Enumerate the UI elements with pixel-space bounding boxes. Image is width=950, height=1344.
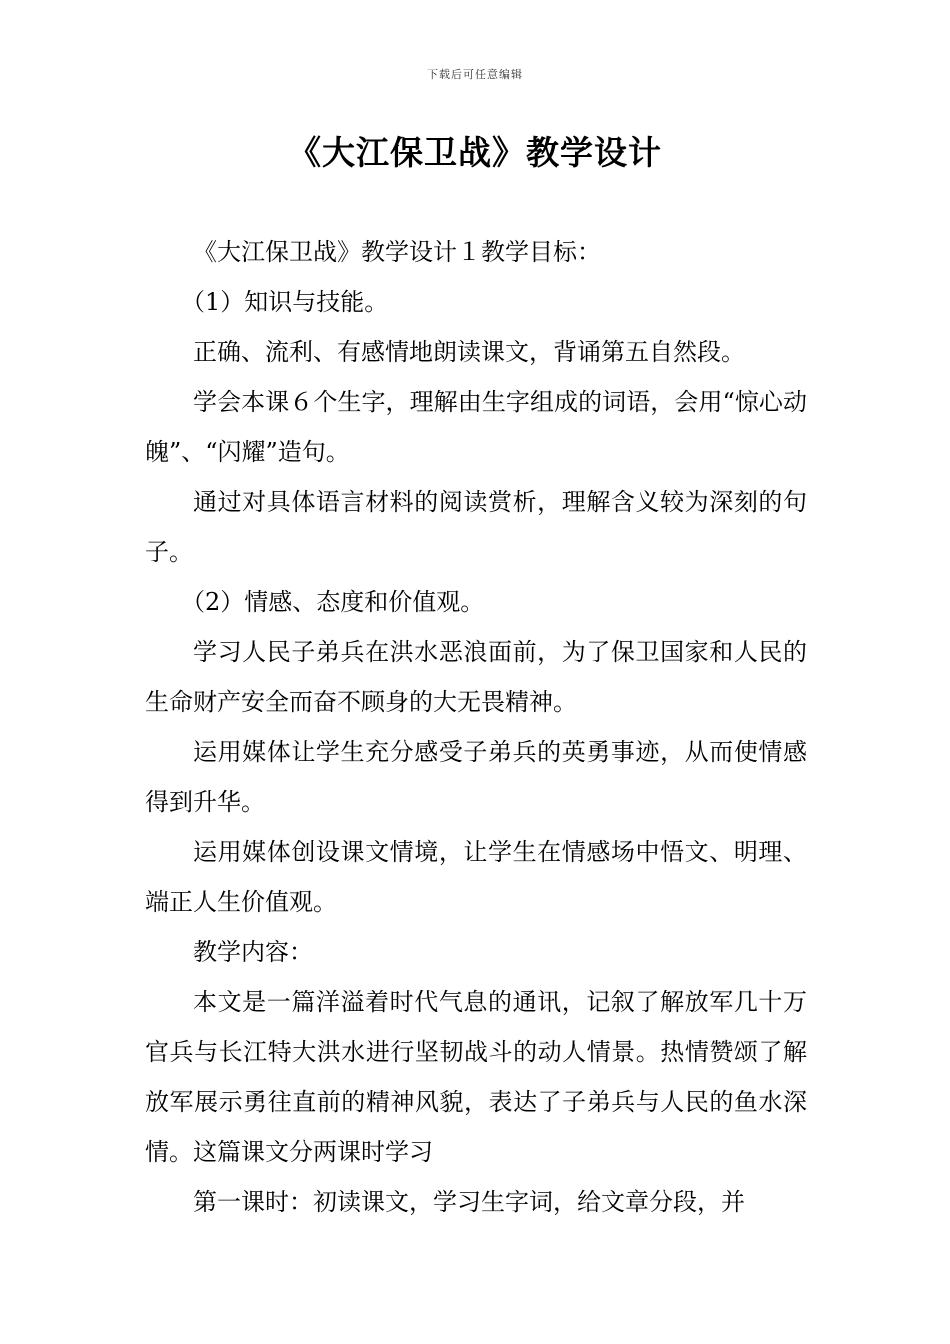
paragraph: 运用媒体让学生充分感受子弟兵的英勇事迹，从而使情感得到升华。 [145,738,807,816]
paragraph-objectives-heading: 《大江保卫战》教学设计１教学目标： [193,238,601,266]
header-note: 下载后可任意编辑 [427,68,523,81]
paragraph: 学习人民子弟兵在洪水恶浪面前，为了保卫国家和人民的生命财产安全而奋不顾身的大无畏精神。 [145,638,807,716]
paragraph: 第一课时：初读课文，学习生字词，给文章分段，并 [193,1188,745,1216]
document-title: 《大江保卫战》教学设计 [288,133,662,172]
paragraph-values-heading: （2）情感、态度和价值观。 [181,588,485,616]
document-body [145,227,807,1227]
paragraph: 本文是一篇洋溢着时代气息的通讯，记叙了解放军几十万官兵与长江特大洪水进行坚韧战斗的动人情景。热情赞颂了解放军展示勇往直前的精神风貌，表达了子弟兵与人民的鱼水深情。这篇课文分两课时学习 [145,988,807,1166]
paragraph: 学会本课６个生字，理解由生字组成的词语，会用“惊心动魄”、“闪耀”造句。 [145,388,807,466]
paragraph: 通过对具体语言材料的阅读赏析，理解含义较为深刻的句子。 [145,488,807,566]
paragraph-knowledge-skills-heading: （1）知识与技能。 [181,288,389,316]
paragraph-content-heading: 教学内容： [193,938,313,966]
paragraph: 运用媒体创设课文情境，让学生在情感场中悟文、明理、端正人生价值观。 [145,838,807,916]
paragraph: 正确、流利、有感情地朗读课文，背诵第五自然段。 [193,338,745,366]
